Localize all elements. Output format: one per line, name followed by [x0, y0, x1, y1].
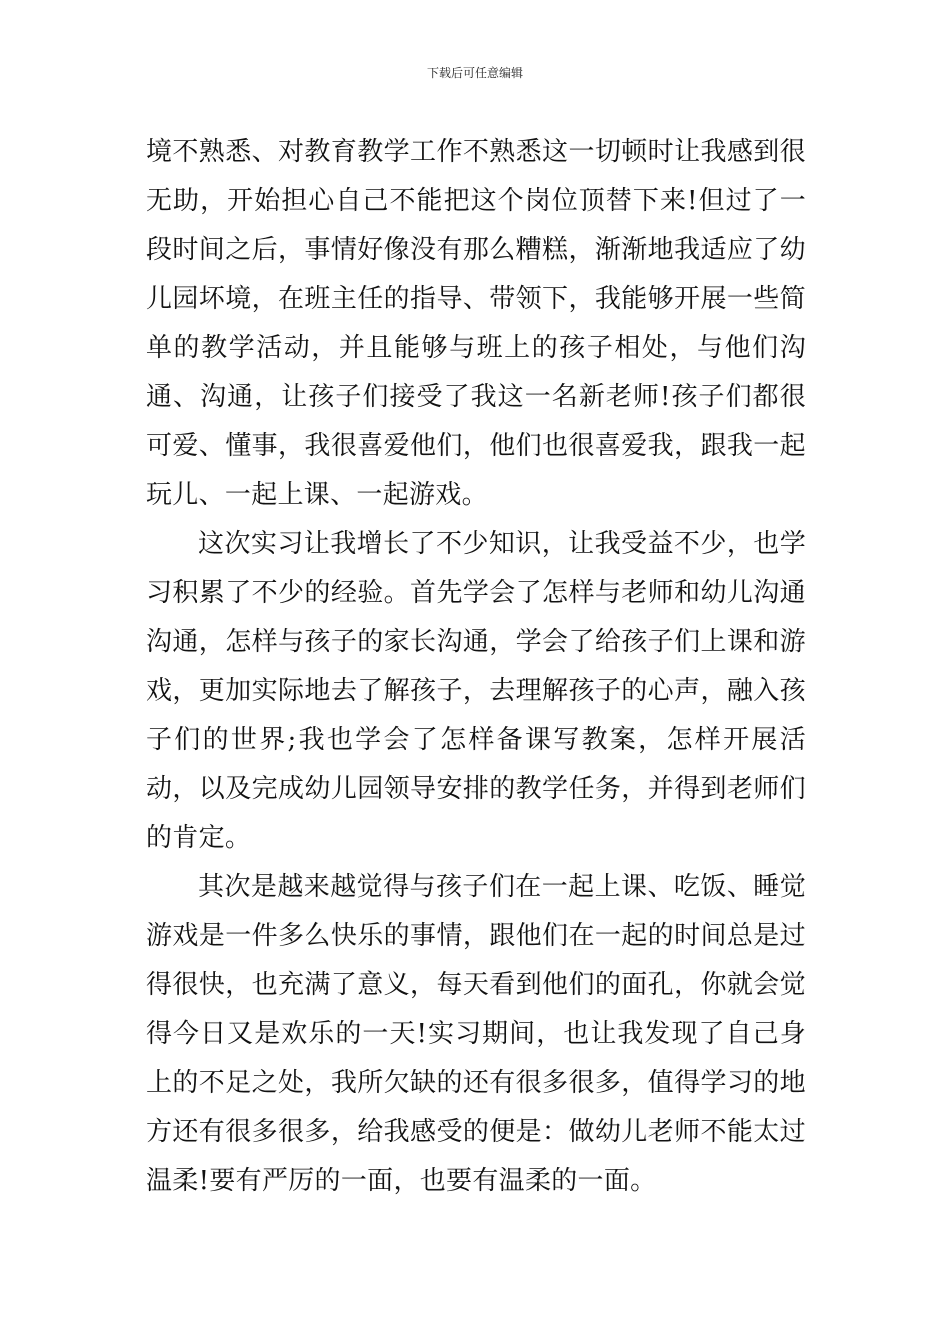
page-header-note: 下载后可任意编辑: [426, 66, 523, 80]
paragraph-internship-gains: 这次实习让我增长了不少知识，让我受益不少，也学习积累了不少的经验。首先学会了怎样与老师和幼儿沟通沟通，怎样与孩子的家长沟通，学会了给孩子们上课和游戏，更加实际地去了解孩子，去理解孩子的心声，融入孩子们的世界;我也学会了怎样备课写教案，怎样开展活动，以及完成幼儿园领导安排的教学任务，并得到老师们的肯定。: [146, 529, 806, 853]
paragraph-reflection: 其次是越来越觉得与孩子们在一起上课、吃饭、睡觉游戏是一件多么快乐的事情，跟他们在一起的时间总是过得很快，也充满了意义，每天看到他们的面孔，你就会觉得今日又是欢乐的一天!实习期间，也让我发现了自己身上的不足之处，我所欠缺的还有很多很多，值得学习的地方还有很多很多，给我感受的便是：做幼儿老师不能太过温柔!要有严厉的一面，也要有温柔的一面。: [146, 872, 806, 1196]
document-body: [146, 128, 806, 1206]
paragraph-continuation: 境不熟悉、对教育教学工作不熟悉这一切顿时让我感到很无助，开始担心自己不能把这个岗位顶替下来!但过了一段时间之后，事情好像没有那么糟糕，渐渐地我适应了幼儿园坏境，在班主任的指导、带领下，我能够开展一些简单的教学活动，并且能够与班上的孩子相处，与他们沟通、沟通，让孩子们接受了我这一名新老师!孩子们都很可爱、懂事，我很喜爱他们，他们也很喜爱我，跟我一起玩儿、一起上课、一起游戏。: [146, 137, 806, 510]
